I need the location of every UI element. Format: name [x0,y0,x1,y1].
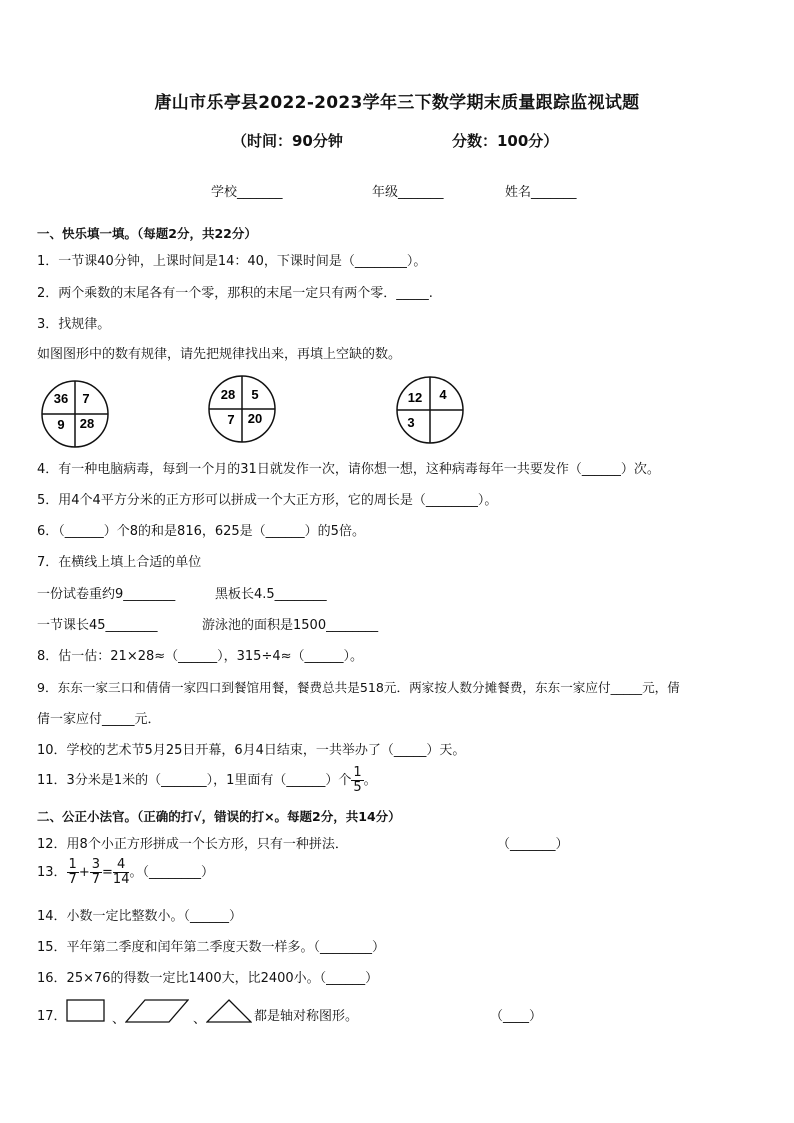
pattern-circle-3 [395,375,465,445]
circle-3-top-left: 12 [407,390,423,405]
question-7-d: 游泳池的面积是1500________ [202,618,379,633]
question-5: 5．用4个4平方分米的正方形可以拼成一个大正方形，它的周长是（________）。 [37,493,498,508]
circle-1-bottom-right: 28 [79,416,95,431]
circle-2-top-left: 28 [220,387,236,402]
question-15: 15．平年第二季度和闰年第二季度天数一样多。（________） [37,940,386,955]
time-label: （时间：90分钟 [232,132,343,150]
fraction-one-fifth: $\frac{1}{5}$ [353,765,362,795]
question-7-a: 一份试卷重约9________ [37,587,176,602]
question-14: 14．小数一定比整数小。（______） [37,909,243,924]
circle-2-top-right: 5 [251,387,259,402]
question-11: 11．3分米是1米的（_______），1里面有（______）个 $\frac{1}{5}$ 。 [37,765,377,795]
question-17-label: 17． [37,1009,67,1024]
triangle-shape [206,999,252,1023]
question-2: 2．两个乘数的末尾各有一个零，那积的末尾一定只有两个零．_____. [37,286,433,301]
question-12: 12．用8个小正方形拼成一个长方形，只有一种拼法． [37,837,348,852]
pattern-circle-2 [207,374,277,444]
pattern-circle-1 [40,379,110,449]
circle-2-bottom-left: 7 [227,412,235,427]
parallelogram-shape [125,999,189,1023]
question-17-blank: （____） [490,1009,543,1024]
circle-2-bottom-right: 20 [247,411,263,426]
question-9-line-2: 倩一家应付_____元． [37,712,161,727]
question-12-blank: （_______） [497,837,569,852]
rectangle-shape [66,999,106,1023]
question-7-c: 一节课长45________ [37,618,158,633]
question-11-text: 11．3分米是1米的（_______），1里面有（______）个 [37,773,352,788]
grade-field: 年级_______ [372,185,444,200]
question-4: 4．有一种电脑病毒，每到一个月的31日就发作一次，请你想一想，这种病毒每年一共要发作（______）次。 [37,462,660,477]
circle-3-top-right: 4 [439,387,447,402]
question-7: 7．在横线上填上合适的单位 [37,555,202,570]
section-1-heading: 一、快乐填一填。（每题2分，共22分） [37,226,257,241]
section-2-heading: 二、公正小法官。（正确的打√，错误的打×。每题2分，共14分） [37,809,401,824]
circle-1-top-right: 7 [82,391,90,406]
page-title: 唐山市乐亭县2022-2023学年三下数学期末质量跟踪监视试题 [154,93,640,113]
circle-3-bottom-left: 3 [407,415,415,430]
question-6: 6．（______）个8的和是816，625是（______）的5倍。 [37,524,365,539]
separator-1: 、 [112,1012,126,1027]
circle-1-top-left: 36 [53,391,69,406]
circle-1-bottom-left: 9 [57,417,65,432]
name-field: 姓名_______ [505,185,577,200]
question-7-b: 黑板长4.5________ [215,587,327,602]
question-9-line-1: 9．东东一家三口和倩倩一家四口到餐馆用餐，餐费总共是518元．两家按人数分摊餐费，东东一家应付_____元，倩 [37,680,680,695]
question-1: 1．一节课40分钟，上课时间是14：40，下课时间是（________）。 [37,254,427,269]
question-3-description: 如图图形中的数有规律，请先把规律找出来，再填上空缺的数。 [37,347,402,362]
question-13: 13． $\frac{1}{7}$ + $\frac{3}{7}$ = $\frac{4}{14}$ 。（________） [37,857,214,887]
separator-2: 、 [193,1012,207,1027]
question-8: 8．估一估：21×28≈（______），315÷4≈（______）。 [37,649,364,664]
question-16: 16．25×76的得数一定比1400大，比2400小。（______） [37,971,379,986]
school-field: 学校_______ [211,185,283,200]
score-label: 分数：100分） [452,132,559,150]
question-17-text: 都是轴对称图形。 [254,1009,359,1024]
question-3: 3．找规律。 [37,317,111,332]
question-10: 10．学校的艺术节5月25日开幕，6月4日结束，一共举办了（_____）天。 [37,743,466,758]
